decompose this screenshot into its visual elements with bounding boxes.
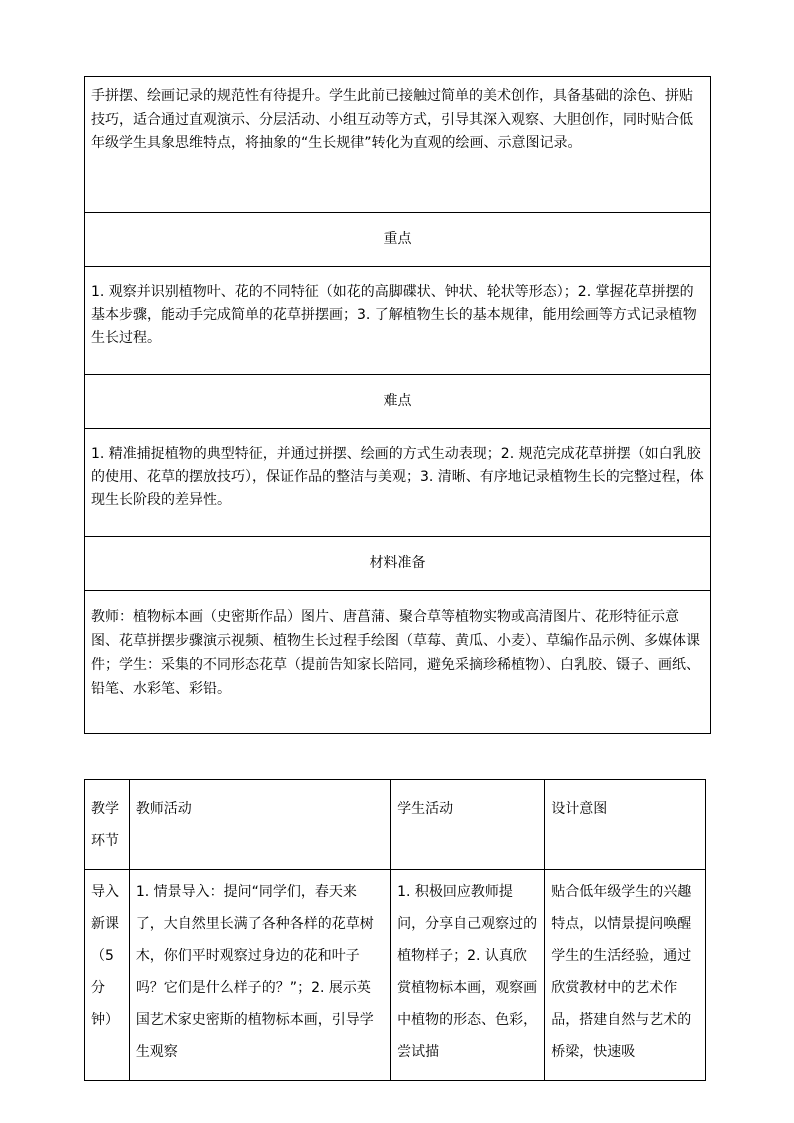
lesson-plan-info-table xyxy=(84,76,711,734)
teacher-activity-cell: 1. 情景导入：提问“同学们，春天来了，大自然里长满了各种各样的花草树木，你们平时观察过身边的花和叶子吗？它们是什么样子的？”；2. 展示英国艺术家史密斯的植物标本画，引导学生观察 xyxy=(129,870,390,1081)
teaching-process-table xyxy=(84,779,706,1081)
stage-cell: 导入新课（5分钟） xyxy=(85,870,130,1081)
table-header-row xyxy=(85,780,706,870)
difficulties-heading-row xyxy=(85,375,711,429)
difficulties-text: 1. 精准捕捉植物的典型特征，并通过拼摆、绘画的方式生动表现；2. 规范完成花草拼摆（如白乳胶的使用、花草的摆放技巧），保证作品的整洁与美观；3. 清晰、有序地记录植物生长的完整过程，体现生长阶段的差异性。 xyxy=(85,429,711,537)
student-activity-cell: 1. 积极回应教师提问，分享自己观察过的植物样子；2. 认真欣赏植物标本画，观察画中植物的形态、色彩，尝试描 xyxy=(391,870,545,1081)
key-points-heading: 重点 xyxy=(85,213,711,267)
materials-heading-row xyxy=(85,537,711,591)
design-intent-cell: 贴合低年级学生的兴趣特点，以情景提问唤醒学生的生活经验，通过欣赏教材中的艺术作品，搭建自然与艺术的桥梁，快速吸 xyxy=(545,870,706,1081)
key-points-text: 1. 观察并识别植物叶、花的不同特征（如花的高脚碟状、钟状、轮状等形态）；2. 掌握花草拼摆的基本步骤，能动手完成简单的花草拼摆画；3. 了解植物生长的基本规律，能用绘画等方式记录植物生长过程。 xyxy=(85,267,711,375)
key-points-heading-row xyxy=(85,213,711,267)
header-design-intent: 设计意图 xyxy=(545,780,706,870)
header-teacher-activity: 教师活动 xyxy=(129,780,390,870)
difficulties-row xyxy=(85,429,711,537)
header-stage: 教学环节 xyxy=(85,780,130,870)
intro-row xyxy=(85,77,711,213)
difficulties-heading: 难点 xyxy=(85,375,711,429)
header-student-activity: 学生活动 xyxy=(391,780,545,870)
key-points-row xyxy=(85,267,711,375)
table-row xyxy=(85,870,706,1081)
intro-paragraph: 手拼摆、绘画记录的规范性有待提升。学生此前已接触过简单的美术创作，具备基础的涂色、拼贴技巧，适合通过直观演示、分层活动、小组互动等方式，引导其深入观察、大胆创作，同时贴合低年级学生具象思维特点，将抽象的“生长规律”转化为直观的绘画、示意图记录。 xyxy=(85,77,711,213)
materials-row xyxy=(85,591,711,734)
materials-heading: 材料准备 xyxy=(85,537,711,591)
materials-text: 教师：植物标本画（史密斯作品）图片、唐菖蒲、聚合草等植物实物或高清图片、花形特征示意图、花草拼摆步骤演示视频、植物生长过程手绘图（草莓、黄瓜、小麦）、草编作品示例、多媒体课件；学生：采集的不同形态花草（提前告知家长陪同，避免采摘珍稀植物）、白乳胶、镊子、画纸、铅笔、水彩笔、彩铅。 xyxy=(85,591,711,734)
